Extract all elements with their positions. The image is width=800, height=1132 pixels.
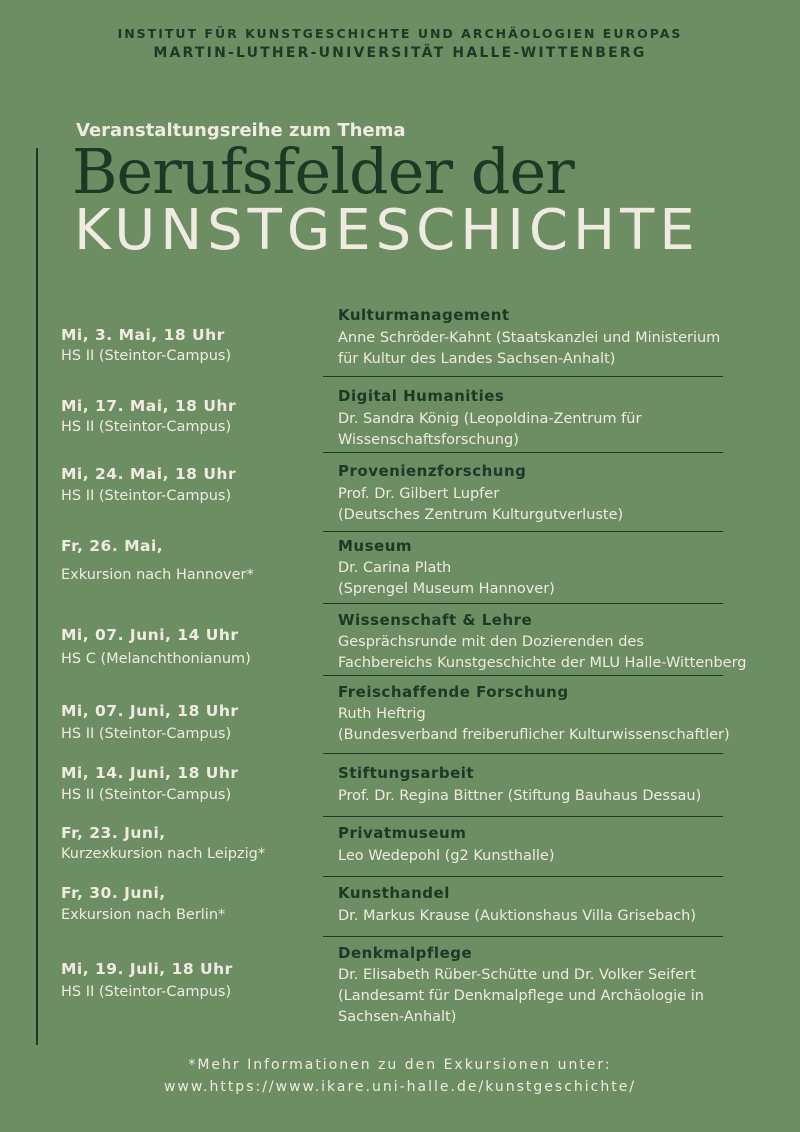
event-date: Mi, 07. Juni, 14 Uhr xyxy=(61,626,239,644)
event-separator xyxy=(323,876,723,877)
event-topic: Wissenschaft & Lehre xyxy=(338,611,533,629)
event-separator xyxy=(323,936,723,937)
event-speaker-line: Prof. Dr. Regina Bittner (Stiftung Bauhaus Dessau) xyxy=(338,788,702,804)
event-speaker-line: Leo Wedepohl (g2 Kunsthalle) xyxy=(338,848,555,864)
event-place: Exkursion nach Hannover* xyxy=(61,567,254,583)
event-speaker xyxy=(338,409,788,451)
event-separator xyxy=(323,603,723,604)
event-separator xyxy=(323,452,723,453)
event-speaker-line: (Sprengel Museum Hannover) xyxy=(338,581,555,597)
event-speaker xyxy=(338,484,788,526)
event-topic: Freischaffende Forschung xyxy=(338,683,569,701)
event-speaker-line: (Bundesverband freiberuflicher Kulturwissenschaftler) xyxy=(338,727,730,743)
event-speaker xyxy=(338,632,788,674)
event-separator xyxy=(323,753,723,754)
event-speaker xyxy=(338,558,788,600)
event-date: Mi, 14. Juni, 18 Uhr xyxy=(61,764,239,782)
event-place: HS II (Steintor-Campus) xyxy=(61,419,232,435)
event-date: Mi, 24. Mai, 18 Uhr xyxy=(61,465,237,483)
vertical-rule xyxy=(36,148,38,1045)
event-place: HS C (Melanchthonianum) xyxy=(61,651,251,667)
event-speaker-line: für Kultur des Landes Sachsen-Anhalt) xyxy=(338,351,616,367)
footer-url[interactable]: www.https://www.ikare.uni-halle.de/kunstgeschichte/ xyxy=(163,1079,637,1095)
event-speaker-line: Wissenschaftsforschung) xyxy=(338,432,519,448)
event-place: HS II (Steintor-Campus) xyxy=(61,726,232,742)
event-place: HS II (Steintor-Campus) xyxy=(61,787,232,803)
event-topic: Digital Humanities xyxy=(338,387,505,405)
event-separator xyxy=(323,816,723,817)
event-date: Mi, 3. Mai, 18 Uhr xyxy=(61,326,225,344)
event-separator xyxy=(323,531,723,532)
event-speaker-line: Prof. Dr. Gilbert Lupfer xyxy=(338,486,500,502)
event-speaker xyxy=(338,328,788,370)
title-line-2: KUNSTGESCHICHTE xyxy=(74,198,700,263)
event-speaker xyxy=(338,965,788,1028)
event-place: Exkursion nach Berlin* xyxy=(61,907,226,923)
event-separator xyxy=(323,675,723,676)
event-speaker-line: (Landesamt für Denkmalpflege und Archäologie in xyxy=(338,988,704,1004)
event-topic: Provenienzforschung xyxy=(338,462,527,480)
event-speaker xyxy=(338,906,788,927)
event-date: Fr, 23. Juni, xyxy=(61,824,166,842)
event-speaker-line: Dr. Elisabeth Rüber-Schütte und Dr. Volker Seifert xyxy=(338,967,696,983)
event-speaker xyxy=(338,846,788,867)
event-place: HS II (Steintor-Campus) xyxy=(61,984,232,1000)
event-topic: Stiftungsarbeit xyxy=(338,764,475,782)
event-place: Kurzexkursion nach Leipzig* xyxy=(61,846,266,862)
event-speaker-line: Sachsen-Anhalt) xyxy=(338,1009,457,1025)
event-speaker-line: Dr. Sandra König (Leopoldina-Zentrum für xyxy=(338,411,642,427)
series-label: Veranstaltungsreihe zum Thema xyxy=(76,120,406,141)
event-date: Mi, 07. Juni, 18 Uhr xyxy=(61,702,239,720)
event-topic: Denkmalpflege xyxy=(338,944,473,962)
event-speaker-line: Gesprächsrunde mit den Dozierenden des xyxy=(338,634,644,650)
event-speaker-line: Dr. Carina Plath xyxy=(338,560,452,576)
institute-name: INSTITUT FÜR KUNSTGESCHICHTE UND ARCHÄOLOGIEN EUROPAS xyxy=(117,26,683,41)
event-place: HS II (Steintor-Campus) xyxy=(61,348,232,364)
event-speaker-line: Fachbereichs Kunstgeschichte der MLU Halle-Wittenberg xyxy=(338,655,747,671)
event-speaker-line: Ruth Heftrig xyxy=(338,706,426,722)
event-topic: Kulturmanagement xyxy=(338,306,510,324)
footer-note: *Mehr Informationen zu den Exkursionen unter: xyxy=(188,1057,612,1073)
event-speaker-line: (Deutsches Zentrum Kulturgutverluste) xyxy=(338,507,624,523)
event-speaker-line: Dr. Markus Krause (Auktionshaus Villa Grisebach) xyxy=(338,908,697,924)
event-place: HS II (Steintor-Campus) xyxy=(61,488,232,504)
event-speaker xyxy=(338,704,788,746)
university-name: MARTIN-LUTHER-UNIVERSITÄT HALLE-WITTENBERG xyxy=(153,45,647,61)
event-speaker xyxy=(338,786,788,807)
event-topic: Kunsthandel xyxy=(338,884,450,902)
event-date: Mi, 19. Juli, 18 Uhr xyxy=(61,960,233,978)
event-date: Mi, 17. Mai, 18 Uhr xyxy=(61,397,237,415)
event-topic: Museum xyxy=(338,537,413,555)
event-separator xyxy=(323,376,723,377)
title-line-1: Berufsfelder der xyxy=(72,135,574,208)
event-date: Fr, 26. Mai, xyxy=(61,537,164,555)
event-date: Fr, 30. Juni, xyxy=(61,884,166,902)
event-topic: Privatmuseum xyxy=(338,824,467,842)
event-speaker-line: Anne Schröder-Kahnt (Staatskanzlei und Ministerium xyxy=(338,330,721,346)
